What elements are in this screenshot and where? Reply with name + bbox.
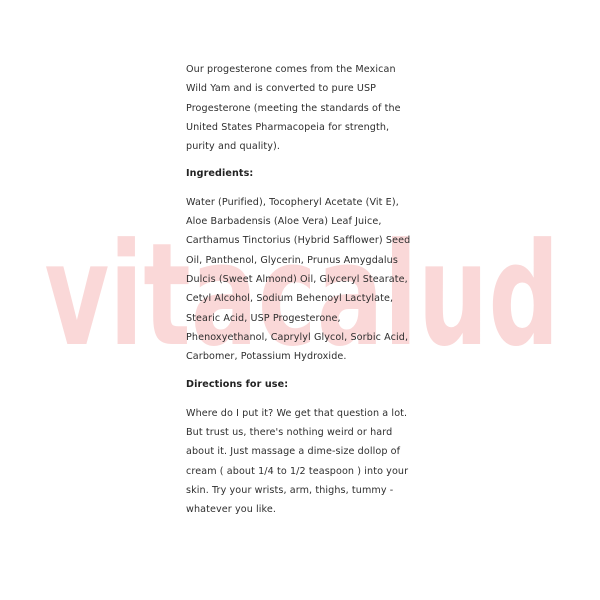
directions-line: skin. Try your wrists, arm, thighs, tummy - (186, 484, 394, 496)
intro-line: Progesterone (meeting the standards of the (186, 102, 401, 114)
ingredients-paragraph (186, 193, 426, 367)
ingredients-line: Dulcis (Sweet Almond) Oil, Glyceryl Stearate, (186, 273, 408, 285)
ingredients-line: Carthamus Tinctorius (Hybrid Safflower) Seed (186, 235, 411, 247)
svg-text:vitacalud: vitacalud (44, 232, 560, 352)
ingredients-line: Phenoxyethanol, Caprylyl Glycol, Sorbic Acid, (186, 331, 409, 343)
directions-line: Where do I put it? We get that question a lot. (186, 407, 408, 419)
directions-heading: Directions for use: (186, 379, 289, 391)
ingredients-line: Aloe Barbadensis (Aloe Vera) Leaf Juice, (186, 216, 382, 228)
directions-line: about it. Just massage a dime-size dollop of (186, 446, 401, 458)
directions-line: whatever you like. (186, 504, 277, 516)
intro-line: United States Pharmacopeia for strength, (186, 121, 390, 133)
intro-paragraph (186, 60, 426, 156)
ingredients-line: Cetyl Alcohol, Sodium Behenoyl Lactylate, (186, 293, 394, 305)
directions-line: cream ( about 1/4 to 1/2 teaspoon ) into your (186, 465, 409, 477)
ingredients-heading: Ingredients: (186, 168, 254, 180)
ingredients-line: Water (Purified), Tocopheryl Acetate (Vit E), (186, 196, 399, 208)
intro-line: Wild Yam and is converted to pure USP (186, 83, 377, 95)
directions-line: But trust us, there's nothing weird or hard (186, 427, 393, 439)
product-description (186, 60, 426, 520)
ingredients-line: Stearic Acid, USP Progesterone, (186, 312, 341, 324)
intro-line: Our progesterone comes from the Mexican (186, 64, 396, 75)
ingredients-line: Oil, Panthenol, Glycerin, Prunus Amygdalus (186, 254, 398, 266)
ingredients-line: Carbomer, Potassium Hydroxide. (186, 351, 347, 363)
directions-paragraph (186, 404, 426, 520)
intro-line: purity and quality). (186, 141, 280, 153)
